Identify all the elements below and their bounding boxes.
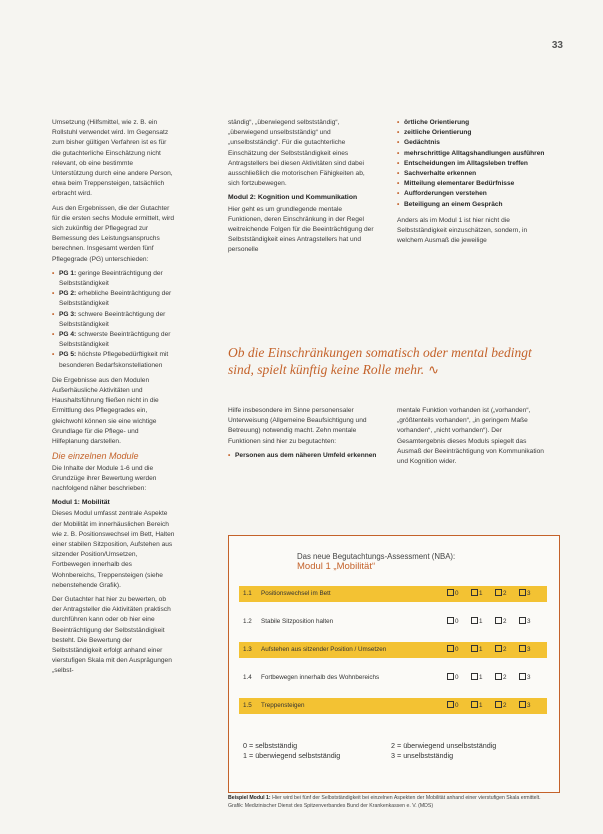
list-item: • Gedächtnis <box>404 138 552 148</box>
option-label: 0 <box>455 674 459 681</box>
rating-options <box>447 670 547 686</box>
grade-label: PG 4: <box>59 331 77 339</box>
checkbox[interactable] <box>471 589 478 596</box>
module-row <box>239 614 547 630</box>
option-label: 1 <box>479 618 483 625</box>
checkbox[interactable] <box>519 589 526 596</box>
legend-item: 0 = selbstständig <box>243 741 298 750</box>
option-label: 0 <box>455 590 459 597</box>
checkbox[interactable] <box>519 701 526 708</box>
row-number: 1.1 <box>243 590 252 597</box>
list-item: • Entscheidungen im Alltagsleben treffen <box>404 159 552 169</box>
grade-text: geringe Beeinträchtigung der Selbstständigkeit <box>59 269 163 288</box>
paragraph: Hier geht es um grundlegende mentale Funktionen, deren Einschränkung in der Regel weitreichende Folgen für die Beeinträchtigung der Selbstständigkeit eines Antragstellers hat und personelle <box>228 205 374 254</box>
row-label: Fortbewegen innerhalb des Wohnbereichs <box>261 674 380 681</box>
paragraph: Die Ergebnisse aus den Modulen Außerhäusliche Aktivitäten und Haushaltsführung fließen nicht in die Ermittlung des Pflegegrades ein, gleichwohl können sie eine wichtige Grundlage für die Pflege- und Hilfeplanung darstellen. <box>52 376 159 446</box>
rating-legend <box>243 741 543 761</box>
column-3-lower <box>397 406 552 471</box>
rating-options <box>447 698 547 714</box>
list-item: • zeitliche Orientierung <box>404 128 552 138</box>
checkbox[interactable] <box>495 701 502 708</box>
module-row <box>239 586 547 602</box>
legend-item: 2 = überwiegend unselbstständig <box>391 741 497 750</box>
rating-options <box>447 642 547 658</box>
checkbox[interactable] <box>519 673 526 680</box>
list-item <box>59 330 175 350</box>
figure-title-line: Das neue Begutachtungs-Assessment (NBA): <box>297 552 456 561</box>
pull-quote-text: Ob die Einschränkungen somatisch oder mental bedingt sind, spielt künftig keine Rolle mehr. <box>228 345 532 377</box>
section-heading: Die einzelnen Module <box>52 451 139 462</box>
checkbox[interactable] <box>471 645 478 652</box>
checkbox[interactable] <box>447 673 454 680</box>
option-label: 2 <box>503 618 507 625</box>
option-label: 2 <box>503 674 507 681</box>
list-item: • mehrschrittige Alltagshandlungen ausführen <box>404 149 552 159</box>
squiggle-icon: ∿ <box>428 362 439 377</box>
grade-text: höchste Pflegebedürftigkeit mit besonderen Bedarfskonstellationen <box>59 351 169 369</box>
column-2-lower <box>228 406 378 461</box>
module-2-heading: Modul 2: Kognition und Kommunikation <box>228 194 358 202</box>
option-label: 1 <box>479 646 483 653</box>
legend-item: 1 = überwiegend selbstständig <box>243 751 341 760</box>
checkbox[interactable] <box>471 701 478 708</box>
caption-source: Grafik: Medizinischer Dienst des Spitzenverbandes Bund der Krankenkassen e. V. (MDS) <box>228 802 434 809</box>
grade-label: PG 5: <box>59 351 77 359</box>
checkbox[interactable] <box>471 617 478 624</box>
caption-text: Hier wird bei fünf der Selbstständigkeit bei einzelnen Aspekten der Mobilität anhand einer vierstufigen Skala ermittelt. <box>272 795 541 801</box>
checkbox[interactable] <box>447 645 454 652</box>
module-row <box>239 670 547 686</box>
paragraph: Hilfe insbesondere im Sinne personensaler Unterweisung (Allgemeine Beaufsichtigung und Betreuung) notwendig macht. Zehn mentale Funktionen sind hier zu begutachten: <box>228 407 367 445</box>
paragraph: Anders als im Modul 1 ist hier nicht die Selbstständigkeit einzuschätzen, sondern, in welchem Ausmaß die jeweilige <box>397 216 528 245</box>
row-number: 1.5 <box>243 702 252 709</box>
paragraph: Umsetzung (Hilfsmittel, wie z. B. ein Rollstuhl verwendet wird. Im Gegensatz zum bisher gültigen Verfahren ist es für die gutachterliche Einschätzung nicht relevant, ob eine bestimmte Unterstützung durch eine andere Person, etwa beim Treppensteigen, tatsächlich erbracht wird. <box>52 119 173 198</box>
option-label: 0 <box>455 618 459 625</box>
figure-title <box>297 552 455 572</box>
paragraph: Aus den Ergebnissen, die der Gutachter für die ersten sechs Module ermittelt, wird sich zukünftig der Pflegegrad zur Bemessung des Leistungsanspruchs berechnen. Insgesamt werden fünf Pflegegrade (PG) unterschieden: <box>52 204 175 263</box>
option-label: 1 <box>479 590 483 597</box>
list-item <box>59 350 175 370</box>
page-number: 33 <box>551 40 563 51</box>
row-label: Positionswechsel im Bett <box>261 590 331 597</box>
option-label: 0 <box>455 646 459 653</box>
list-item: • Mitteilung elementarer Bedürfnisse <box>404 179 552 189</box>
list-item: • Beteiligung an einem Gespräch <box>404 200 552 210</box>
option-label: 2 <box>503 590 507 597</box>
grade-text: schwerste Beeinträchtigung der Selbstständigkeit <box>59 331 171 349</box>
checkbox[interactable] <box>519 645 526 652</box>
column-3 <box>397 118 552 250</box>
figure-subtitle: Modul 1 „Mobilität“ <box>297 561 376 572</box>
module-1-heading: Modul 1: Mobilität <box>52 499 110 507</box>
list-item <box>59 289 175 309</box>
row-label: Stabile Sitzposition halten <box>261 618 334 625</box>
checkbox[interactable] <box>495 589 502 596</box>
checkbox[interactable] <box>447 701 454 708</box>
column-1 <box>52 118 175 681</box>
option-label: 3 <box>527 646 531 653</box>
grade-label: PG 1: <box>59 269 77 277</box>
pull-quote <box>228 344 558 378</box>
checkbox[interactable] <box>471 673 478 680</box>
checkbox[interactable] <box>447 617 454 624</box>
option-label: 2 <box>503 646 507 653</box>
rating-options <box>447 586 547 602</box>
checkbox[interactable] <box>519 617 526 624</box>
checkbox[interactable] <box>495 617 502 624</box>
paragraph: mentale Funktion vorhanden ist („vorhanden“, „größtenteils vorhanden“, „in geringem Maße vorhanden“, „nicht vorhanden“). Der Gesamtergebnis dieses Moduls spiegelt das Ausmaß der Beeinträchtigung von Kommunikation und Kognition wider. <box>397 407 544 466</box>
checkbox[interactable] <box>495 673 502 680</box>
paragraph: Der Gutachter hat hier zu bewerten, ob der Antragsteller die Aktivitäten praktisch durchführen kann oder ob hier eine Beeinträchtigung der Selbstständigkeit besteht. Die Bewertung der Selbstständigkeit erfolgt anhand einer vierstufigen Skala mit den Ausprägungen „selbst- <box>52 595 172 675</box>
list-item <box>59 310 175 330</box>
option-label: 3 <box>527 702 531 709</box>
care-grade-list <box>52 269 175 371</box>
mental-function-list <box>397 118 552 210</box>
caption-bold: Beispiel Modul 1: <box>228 795 271 801</box>
row-label: Treppensteigen <box>261 702 305 709</box>
nba-module-1-figure <box>228 535 560 793</box>
column-2 <box>228 118 378 260</box>
checkbox[interactable] <box>447 589 454 596</box>
list-item: • Personen aus dem näheren Umfeld erkennen <box>235 451 378 461</box>
figure-caption <box>228 795 558 810</box>
list-item: • örtliche Orientierung <box>404 118 552 128</box>
row-number: 1.4 <box>243 674 252 681</box>
row-number: 1.2 <box>243 618 252 625</box>
paragraph: Dieses Modul umfasst zentrale Aspekte der Mobilität im innerhäuslichen Bereich wie z. B. Positionswechsel im Bett, Halten einer stabilen Sitzposition, Aufstehen aus sitzender Position/Umsetzen, Fortbewegen innerhalb des Wohnbereichs, Treppensteigen (siehe nebenstehende Grafik). <box>52 510 175 589</box>
mental-function-list-start <box>228 451 378 461</box>
row-number: 1.3 <box>243 646 252 653</box>
option-label: 1 <box>479 674 483 681</box>
grade-label: PG 3: <box>59 310 77 318</box>
option-label: 1 <box>479 702 483 709</box>
paragraph: ständig“, „überwiegend selbstständig“, „überwiegend unselbstständig“ und „unselbstständig“. Für die gutachterliche Einschätzung der Selbstständigkeit eines Antragstellers bei diesen Aktivitäten sind dabei ausschließlich die motorischen Fähigkeiten ab, sich fortzubewegen. <box>228 119 365 188</box>
rating-options <box>447 614 547 630</box>
list-item: • Aufforderungen verstehen <box>404 189 552 199</box>
option-label: 0 <box>455 702 459 709</box>
legend-item: 3 = unselbstständig <box>391 751 454 760</box>
option-label: 2 <box>503 702 507 709</box>
list-item <box>59 269 175 289</box>
option-label: 3 <box>527 618 531 625</box>
row-label: Aufstehen aus sitzender Position / Umsetzen <box>261 646 387 653</box>
option-label: 3 <box>527 674 531 681</box>
list-item: • Sachverhalte erkennen <box>404 169 552 179</box>
option-label: 3 <box>527 590 531 597</box>
checkbox[interactable] <box>495 645 502 652</box>
paragraph: Die Inhalte der Module 1-6 und die Grundzüge ihrer Bewertung werden nachfolgend näher beschrieben: <box>52 464 157 492</box>
grade-label: PG 2: <box>59 290 77 298</box>
module-row <box>239 698 547 714</box>
grade-text: erhebliche Beeinträchtigung der Selbstständigkeit <box>59 290 172 308</box>
grade-text: schwere Beeinträchtigung der Selbstständigkeit <box>59 310 166 328</box>
module-row <box>239 642 547 658</box>
